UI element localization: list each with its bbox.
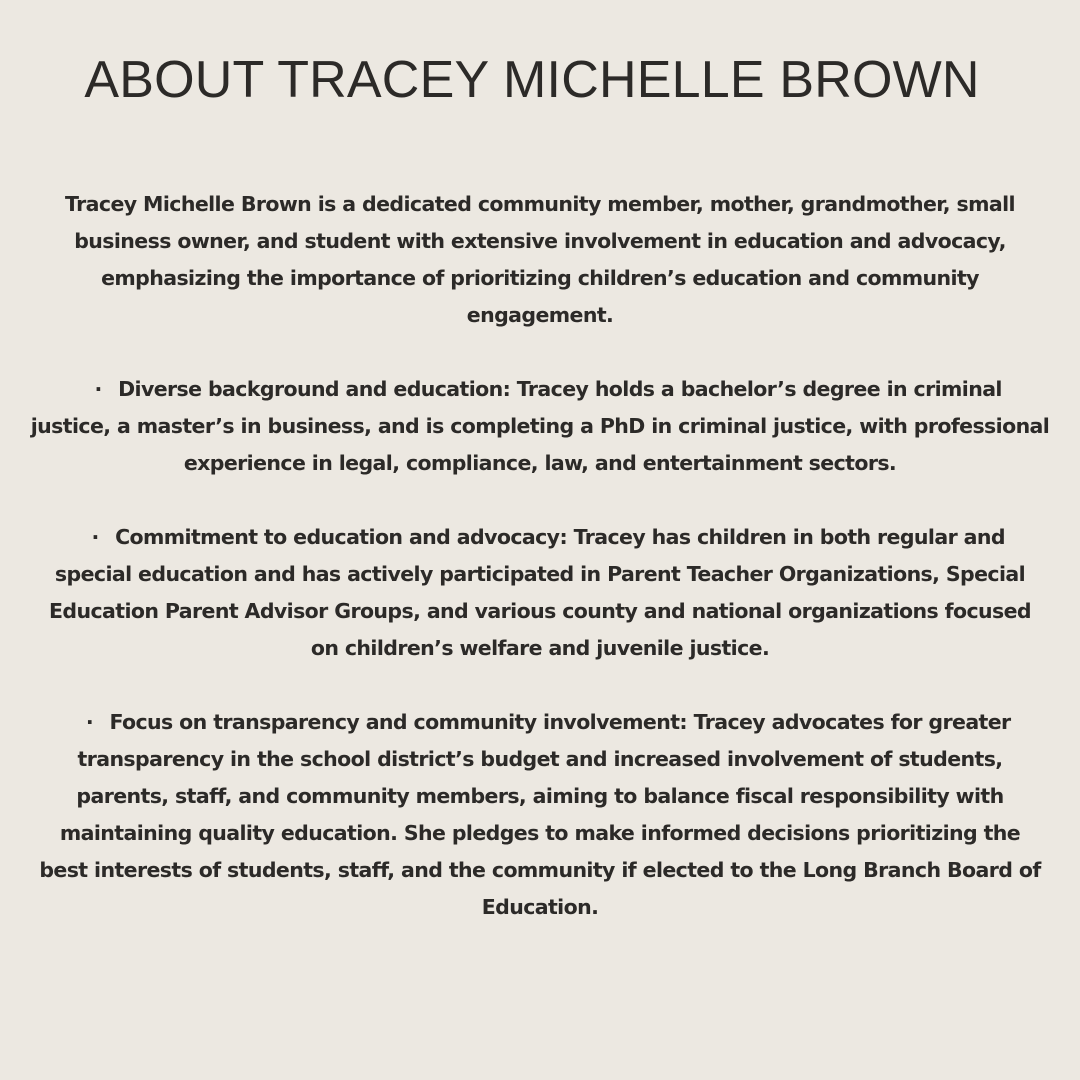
text-line: Education. (481, 895, 599, 919)
text-line: special education and has actively participated in Parent Teacher Organizations, Special (54, 562, 1026, 586)
text-line: Education Parent Advisor Groups, and various county and national organizations focused (49, 599, 1031, 623)
bullet-icon: · (94, 377, 102, 401)
text-line: Diverse background and education: Tracey holds a bachelor’s degree in criminal (118, 377, 1002, 401)
bullet-icon: · (91, 525, 99, 549)
text-line: engagement. (466, 303, 614, 327)
bullet-icon: · (85, 710, 94, 734)
text-line: justice, a master’s in business, and is completing a PhD in criminal justice, with professional (30, 414, 1050, 438)
text-line: experience in legal, compliance, law, and entertainment sectors. (183, 451, 897, 475)
text-line: on children’s welfare and juvenile justice. (310, 636, 770, 660)
bullet-education (0, 371, 1080, 482)
text-line: Focus on transparency and community involvement: Tracey advocates for greater (109, 710, 1011, 734)
text-line: Commitment to education and advocacy: Tracey has children in both regular and (115, 525, 1005, 549)
text-line: transparency in the school district’s budget and increased involvement of students, (77, 747, 1003, 771)
bullet-transparency (0, 704, 1080, 926)
text-line: best interests of students, staff, and the community if elected to the Long Branch Board of (39, 858, 1041, 882)
text-line: parents, staff, and community members, aiming to balance fiscal responsibility with (76, 784, 1004, 808)
page-title: ABOUT TRACEY MICHELLE BROWN (84, 51, 980, 109)
bullet-advocacy (0, 519, 1080, 667)
intro-paragraph (0, 186, 1080, 334)
text-line: emphasizing the importance of prioritizing children’s education and community (101, 266, 979, 290)
text-line: maintaining quality education. She pledges to make informed decisions prioritizing the (59, 821, 1021, 845)
text-line: Tracey Michelle Brown is a dedicated community member, mother, grandmother, small (65, 192, 1015, 216)
bio-body (0, 186, 1080, 963)
text-line: business owner, and student with extensive involvement in education and advocacy, (74, 229, 1006, 253)
